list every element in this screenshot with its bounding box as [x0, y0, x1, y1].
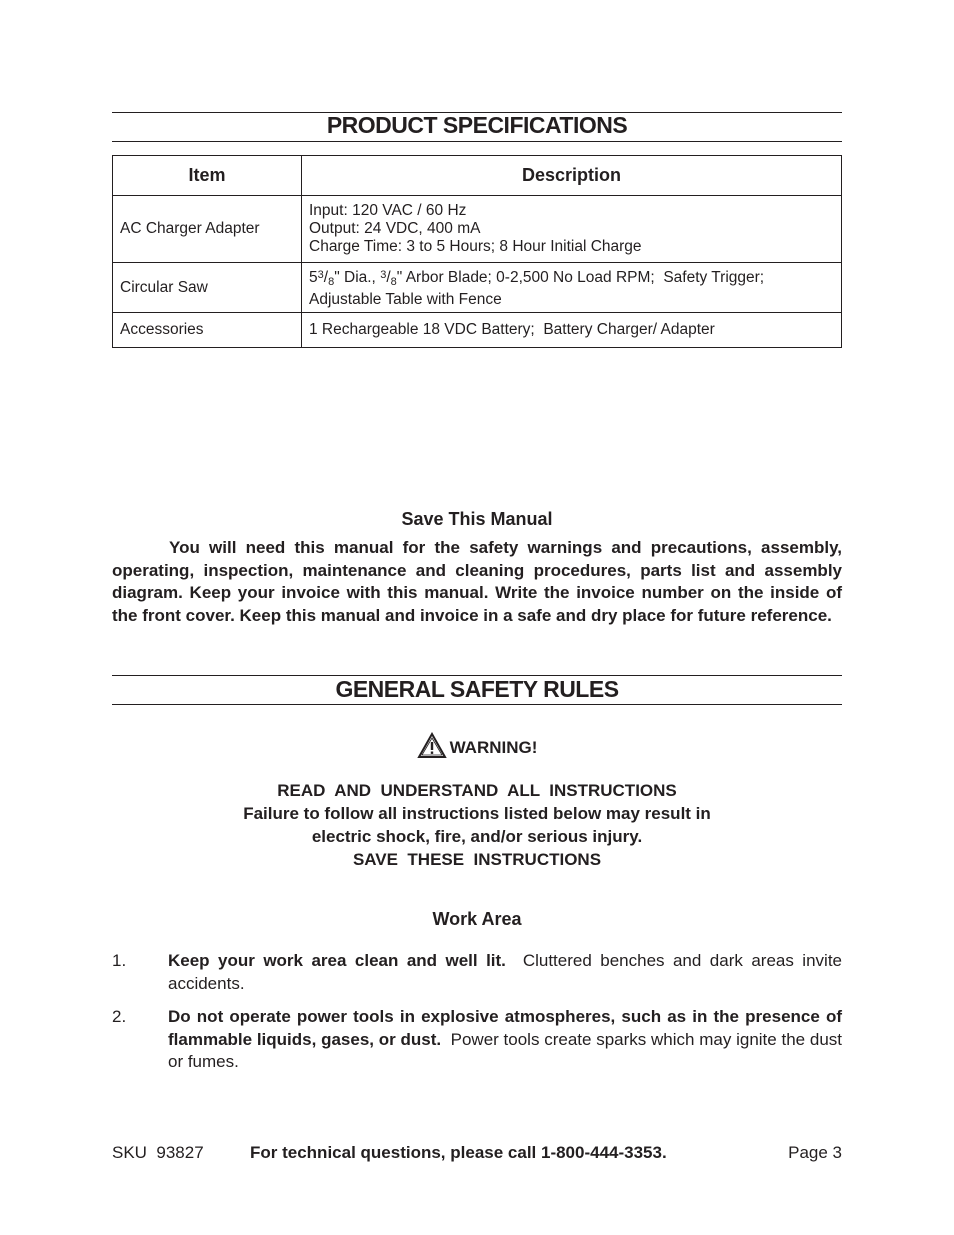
instructions-block: [112, 779, 842, 871]
footer-page: Page 3: [788, 1143, 842, 1162]
list-item: [112, 950, 847, 995]
row-item: AC Charger Adapter: [113, 196, 302, 263]
save-manual-paragraph: You will need this manual for the safety warnings and precautions, assembly, operating, inspection, maintenance and cleaning procedures, parts list and assembly diagram. Keep your invoice with this manual. Write the invoice number on the inside of the front cover. Keep this manual and invoice in a safe and dry place for future reference.: [112, 538, 842, 625]
warning-row: [112, 732, 842, 764]
list-number: 2.: [112, 1007, 127, 1026]
row-description: [302, 263, 842, 313]
work-area-heading: Work Area: [432, 909, 522, 929]
list-bold-text: Keep your work area clean and well lit.: [168, 951, 506, 970]
instructions-line: SAVE THESE INSTRUCTIONS: [352, 850, 602, 869]
safety-bottom-rule: [112, 704, 842, 705]
warning-label: WARNING!: [449, 738, 538, 757]
fraction-denominator: 8: [328, 276, 335, 288]
list-item: [112, 1006, 847, 1074]
header-item: Item: [113, 156, 302, 196]
product-specifications-title: PRODUCT SPECIFICATIONS: [326, 112, 628, 138]
list-number: 1.: [112, 951, 127, 970]
row-description: 1 Rechargeable 18 VDC Battery; Battery Charger/ Adapter: [302, 313, 842, 348]
spec-table-header: [113, 156, 842, 196]
fraction-whole: 5: [309, 269, 318, 286]
list-bold-text: Do not operate power tools in explosive atmospheres, such as in the presence of flammable liquids, gases, or dust.: [168, 1007, 842, 1049]
instructions-line: Failure to follow all instructions listed below may result in: [243, 804, 711, 823]
row-description: [302, 196, 842, 263]
desc-line: Input: 120 VAC / 60 Hz: [309, 202, 467, 219]
row-item: Accessories: [113, 313, 302, 348]
general-safety-title: GENERAL SAFETY RULES: [335, 676, 619, 702]
desc-line: [309, 266, 834, 291]
warning-triangle-icon: [417, 732, 447, 764]
spec-bottom-rule: [112, 141, 842, 142]
desc-text: " Arbor Blade; 0-2,500 No Load RPM; Safety Trigger;: [396, 269, 765, 286]
list-text: Cluttered benches and dark areas invite accidents.: [168, 951, 847, 993]
instructions-line: electric shock, fire, and/or serious injury.: [311, 827, 643, 846]
desc-line: Charge Time: 3 to 5 Hours; 8 Hour Initial Charge: [309, 238, 642, 255]
table-row: [113, 196, 842, 263]
footer-sku: SKU 93827: [112, 1143, 204, 1162]
desc-text: " Dia.,: [334, 269, 381, 286]
table-row: [113, 313, 842, 348]
list-body: [168, 1006, 847, 1074]
fraction-numerator: 3: [317, 269, 324, 281]
table-row: [113, 263, 842, 313]
footer-contact: For technical questions, please call 1-800-444-3353.: [250, 1143, 667, 1162]
fraction-slash: /: [323, 269, 329, 286]
list-text: Power tools create sparks which may ignite the dust or fumes.: [168, 1029, 847, 1072]
fraction-slash: /: [386, 269, 391, 286]
save-manual-heading: Save This Manual: [401, 509, 553, 529]
spec-table: [112, 155, 842, 348]
fraction-denominator: 8: [390, 276, 397, 288]
list-body: [168, 950, 847, 995]
row-item: Circular Saw: [113, 263, 302, 313]
desc-line: Output: 24 VDC, 400 mA: [309, 220, 481, 237]
header-description: Description: [302, 156, 842, 196]
instructions-line: READ AND UNDERSTAND ALL INSTRUCTIONS: [277, 781, 677, 800]
desc-line: Adjustable Table with Fence: [309, 291, 502, 308]
fraction-numerator: 3: [380, 269, 387, 281]
